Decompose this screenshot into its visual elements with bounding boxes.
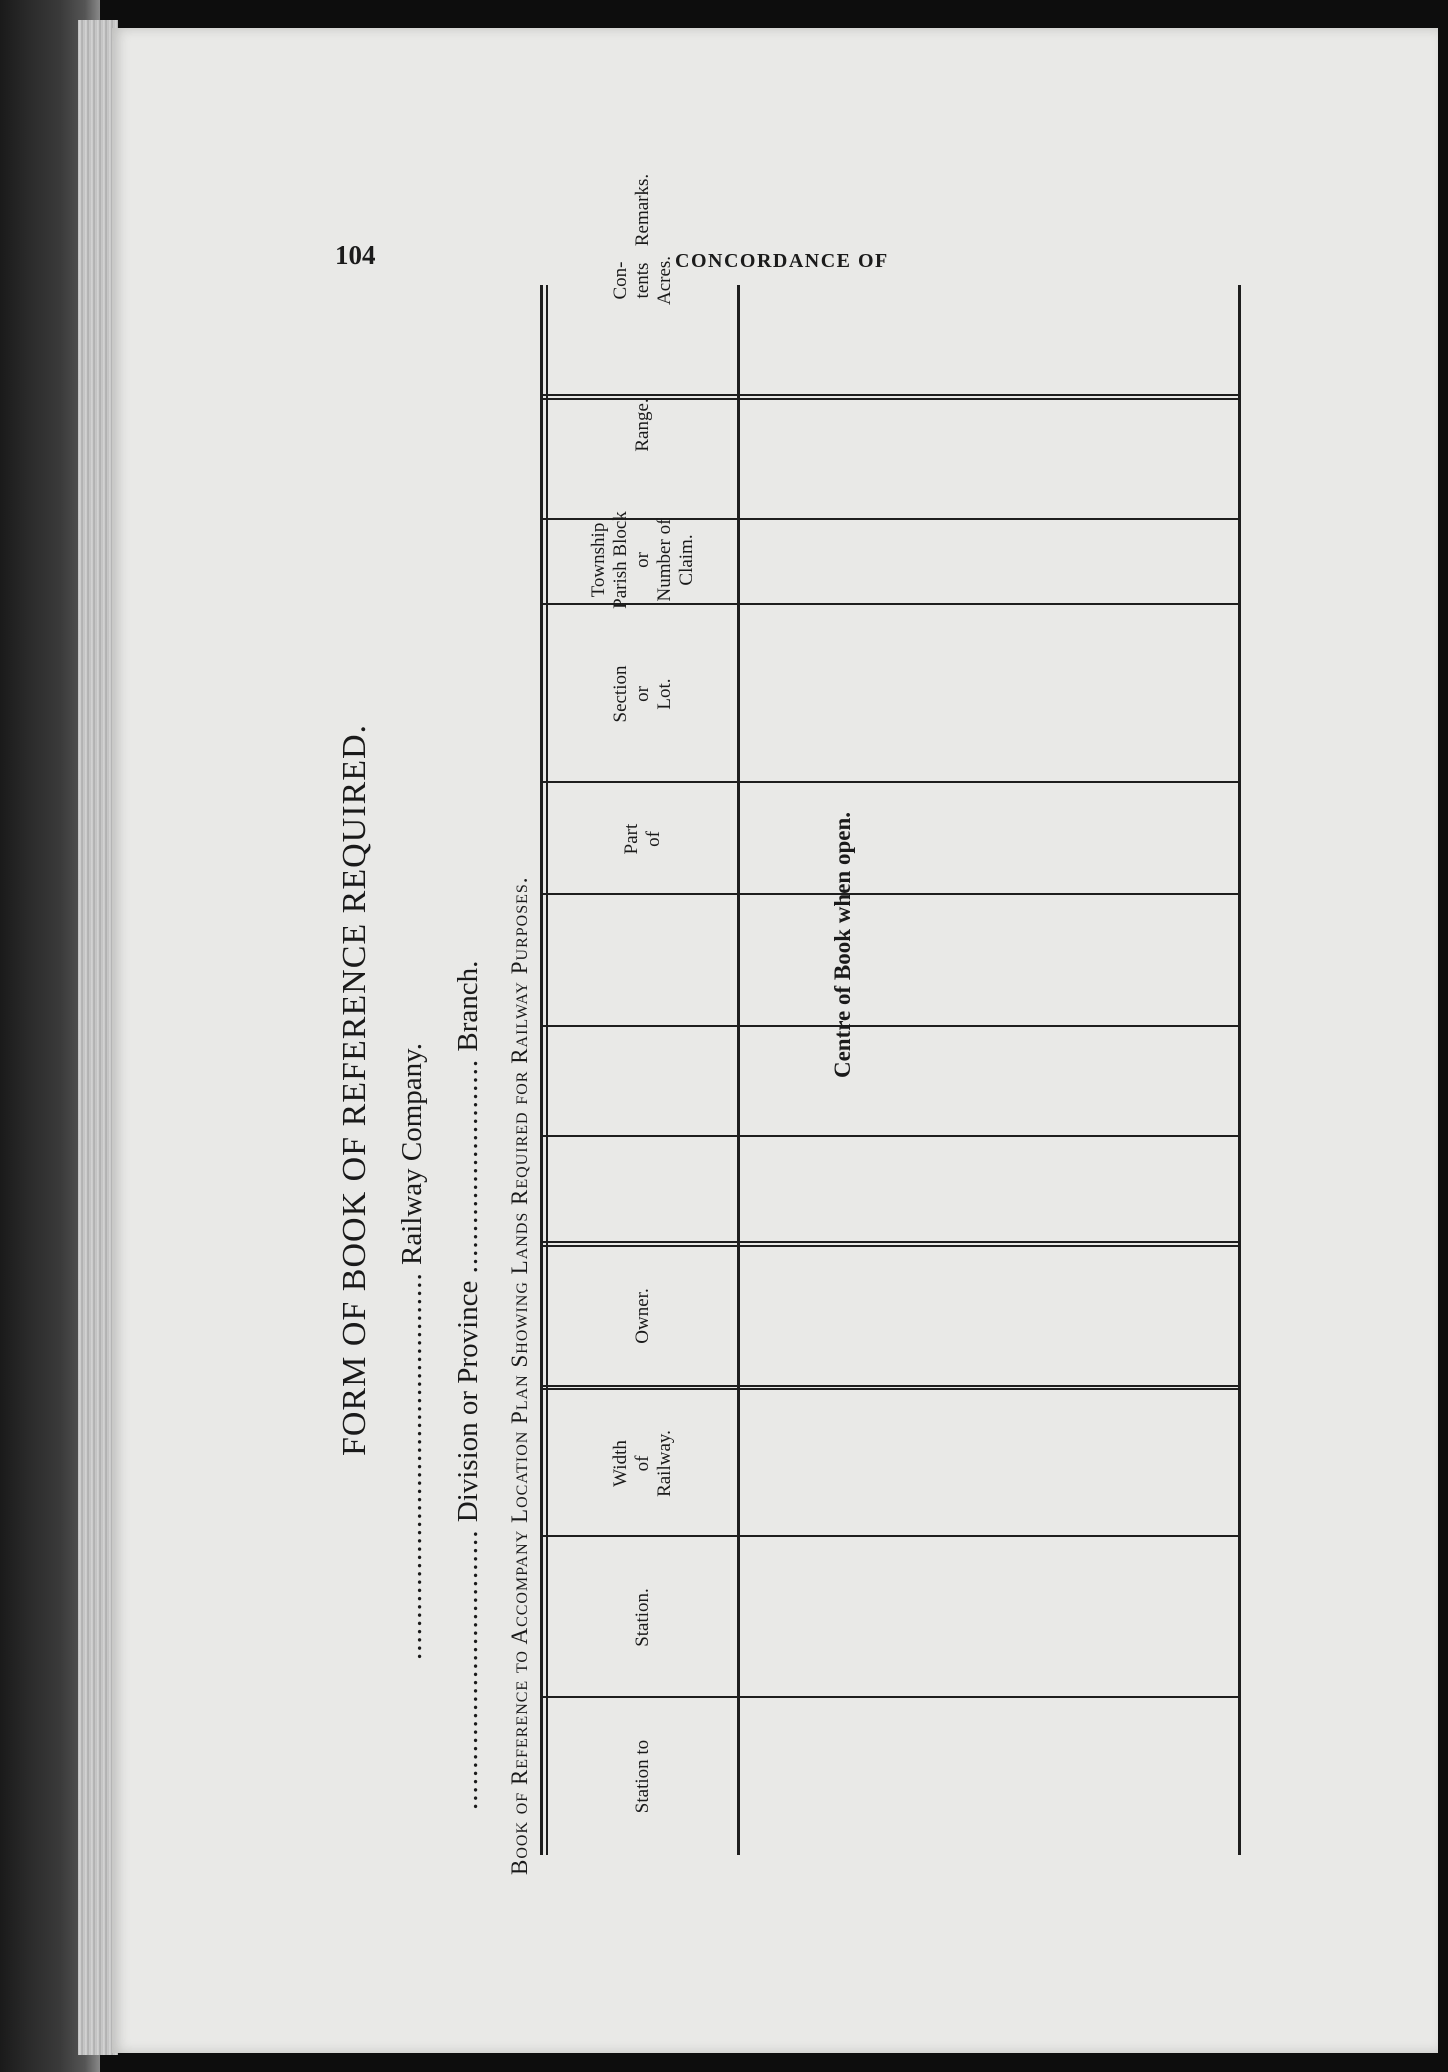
division-label: Division or Province bbox=[452, 1280, 484, 1523]
col-section-or-lot: Section or Lot. bbox=[609, 665, 675, 723]
col-part-of: Part of bbox=[620, 823, 664, 855]
company-line bbox=[392, 560, 432, 1660]
col-sep-4b bbox=[540, 1241, 1240, 1243]
division-dots: .................................. bbox=[452, 1529, 484, 1810]
col-station: Station. bbox=[631, 1588, 653, 1647]
branch-dots: .......................... bbox=[452, 1058, 484, 1274]
col-owner: Owner. bbox=[631, 1288, 653, 1344]
header-bottom-rule bbox=[737, 285, 740, 1855]
col-remarks: Remarks. bbox=[631, 173, 653, 247]
col-range: Range. bbox=[631, 398, 653, 452]
table-top-rule bbox=[540, 285, 543, 1855]
col-sep-6 bbox=[540, 1025, 1240, 1027]
form-title: FORM OF BOOK OF REFERENCE REQUIRED. bbox=[336, 723, 373, 1457]
col-sep-3b bbox=[540, 1385, 1240, 1387]
company-dots: ............................................... bbox=[396, 1272, 428, 1660]
col-station-to: Station to bbox=[631, 1739, 653, 1814]
branch-label: Branch. bbox=[452, 960, 484, 1052]
col-width-of-railway: Width of Railway. bbox=[609, 1430, 675, 1497]
page-number: 104 bbox=[335, 240, 376, 270]
centre-of-book-note: Centre of Book when open. bbox=[830, 812, 855, 1079]
col-contents-acres: Con- tents Acres. bbox=[609, 255, 675, 306]
table-top-rule-2 bbox=[546, 285, 548, 1855]
running-head: CONCORDANCE OF bbox=[675, 250, 889, 272]
book-heading: Book of Reference to Accompany Location Plan Showing Lands Required for Railway Purposes. bbox=[507, 876, 532, 1875]
division-line bbox=[448, 710, 488, 1810]
table-bottom-rule bbox=[1238, 285, 1241, 1855]
col-sep-5 bbox=[540, 1135, 1240, 1137]
col-township: Township Parish Block or Number of Claim. bbox=[587, 511, 697, 609]
company-label: Railway Company. bbox=[396, 1042, 428, 1265]
